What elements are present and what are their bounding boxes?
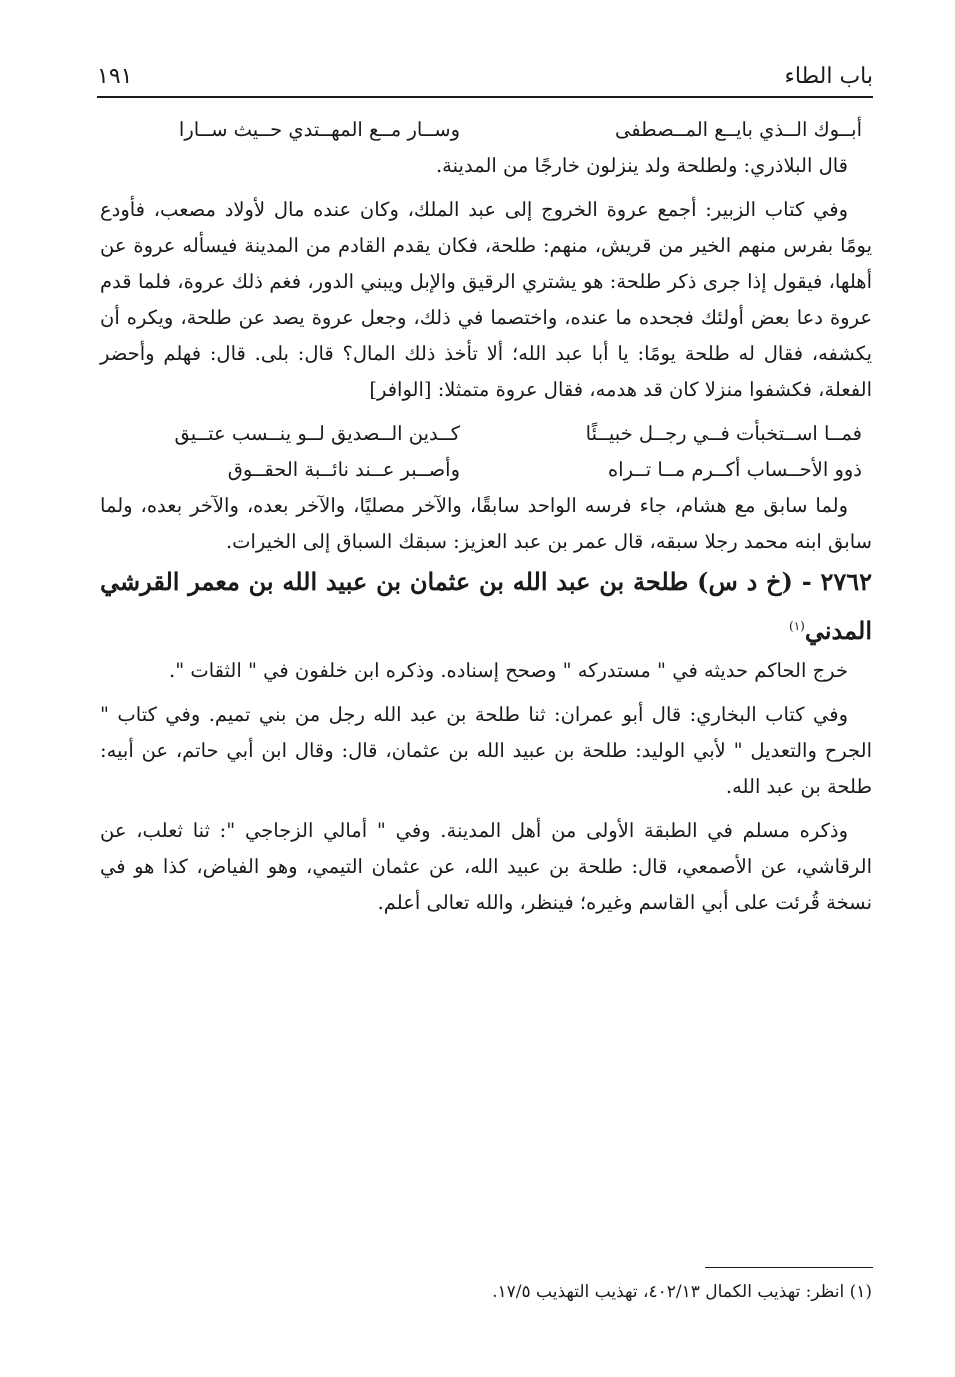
paragraph-gap — [100, 408, 872, 416]
entry-heading — [100, 560, 872, 653]
chapter-title: باب الطاء — [784, 63, 873, 89]
page-number: ١٩١ — [97, 63, 133, 89]
footnote-reference: (١) — [789, 619, 805, 633]
page-body — [100, 112, 872, 921]
verse-second-hemistich: وســار مــع المهــتدي حــيث ســارا — [178, 118, 460, 141]
verse-line — [100, 112, 872, 148]
footnote-rule — [705, 1267, 873, 1268]
verse-line — [100, 416, 872, 452]
paragraph: قال البلاذري: ولطلحة ولد ينزلون خارجًا من المدينة. — [435, 154, 848, 177]
paragraph: وذكره مسلم في الطبقة الأولى من أهل المدينة. وفي " أمالي الزجاجي ": ثنا ثعلب، عن الرقاشي، عن الأصمعي، قال: طلحة بن عبيد الله، عن عثمان التيمي، وهو الفياض، كذا هو في نسخة قُرئت على أبي القاسم وغيره؛ فينظر، والله تعالى أعلم. — [100, 819, 872, 914]
verse-first-hemistich: فمــا اســتخبأت فــي رجــل خبيــئًا — [585, 422, 862, 445]
paragraph-gap — [100, 805, 872, 813]
verse-second-hemistich: كــدين الــصديق لــو ينــسب عتــيق — [174, 422, 460, 445]
header-rule — [97, 96, 873, 98]
paragraph-gap — [100, 184, 872, 192]
paragraph: ولما سابق مع هشام، جاء فرسه الواحد سابقًا، والآخر مصليًا، والآخر بعده، والآخر بعده، ولما سابق ابنه محمد رجلا سبقه، قال عمر بن عبد العزيز: سبقك السباق إلى الخيرات. — [100, 494, 872, 553]
paragraph: خرج الحاكم حديثه في " مستدركه " وصحح إسناده. وذكره ابن خلفون في " الثقات ". — [169, 659, 848, 682]
paragraph-gap — [100, 689, 872, 697]
verse-first-hemistich: ذوو الأحــساب أكــرم مــا تــراه — [607, 458, 862, 481]
verse-first-hemistich: أبــوك الــذي بايــع المــصطفى — [615, 118, 862, 141]
paragraph: وفي كتاب البخاري: قال أبو عمران: ثنا طلحة بن عبد الله رجل من بني تميم. وفي كتاب " الجرح والتعديل " لأبي الوليد: طلحة بن عبيد الله بن عثمان، قال: وقال ابن أبي حاتم، عن أبيه: طلحة بن عبد الله. — [100, 703, 872, 798]
entry-title-text: ٢٧٦٢ - (خ د س) طلحة بن عبد الله بن عثمان بن عبيد الله بن معمر القرشي المدني — [100, 567, 872, 645]
footnote: (١) انظر: تهذيب الكمال ٤٠٢/١٣، تهذيب التهذيب ١٧/٥. — [492, 1282, 872, 1302]
page-header — [97, 58, 873, 94]
verse-second-hemistich: وأصــبر عــند نائــبة الحقــوق — [227, 458, 460, 481]
paragraph: وفي كتاب الزبير: أجمع عروة الخروج إلى عبد الملك، وكان عنده مال لأولاد مصعب، فأودع يومًا بفرس منهم الخير من قريش، منهم: طلحة، فكان يقدم القادم من المدينة فيسأله عروة عن أهلها، فيقول إذا جرى ذكر طلحة: هو يشتري الرقيق والإبل ويبني الدور، فغم ذلك عروة، فلما قدم عروة دعا بعض أولئك فجحده ما عنده، واختصما في ذلك، وجعل عروة يصد عن طلحة، ويكره أن يكشفه، فقال له طلحة يومًا: يا أبا عبد الله؛ ألا تأخذ ذلك المال؟ قال: بلى. قال: فهلم وأحضر الفعلة، فكشفوا منزلا كان قد هدمه، فقال عروة متمثلا: [الوافر] — [100, 198, 872, 401]
verse-line — [100, 452, 872, 488]
